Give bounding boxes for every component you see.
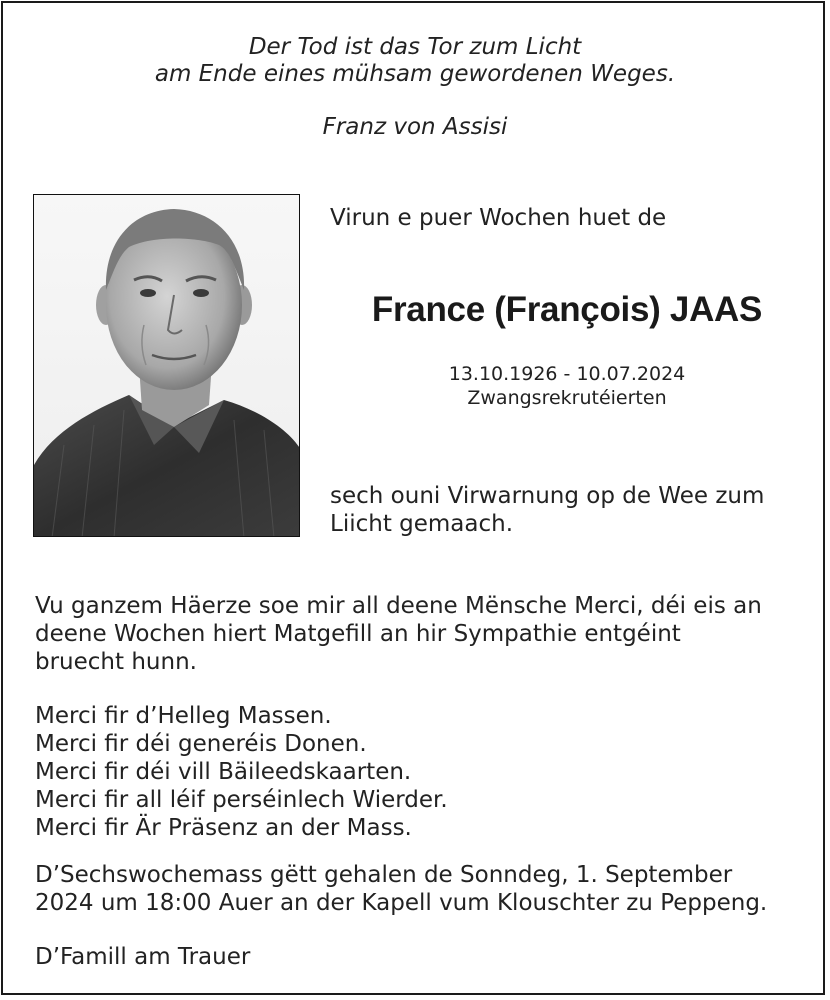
thanks-item: Merci fir all léif perséinlech Wierder.	[35, 787, 448, 813]
deceased-name: France (François) JAAS	[371, 290, 763, 329]
deceased-note: Zwangsrekrutéierten	[467, 387, 667, 409]
mass-info-line: D’Sechswochemass gëtt gehalen de Sonndeg, 1. September	[35, 862, 733, 888]
signature: D’Famill am Trauer	[35, 944, 251, 970]
quote-author: Franz von Assisi	[322, 114, 508, 140]
intro-text: Virun e puer Wochen huet de	[330, 205, 667, 231]
thanks-intro-line: Vu ganzem Häerze soe mir all deene Mënsche Merci, déi eis an	[35, 593, 762, 619]
outro-text	[330, 482, 764, 538]
thanks-list	[35, 702, 448, 842]
outro-line: sech ouni Virwarnung op de Wee zum	[330, 483, 765, 509]
outro-line: Liicht gemaach.	[330, 511, 514, 537]
thanks-intro	[35, 592, 762, 676]
thanks-item: Merci fir Är Präsenz an der Mass.	[35, 815, 412, 841]
life-dates: 13.10.1926 - 10.07.2024	[448, 363, 686, 385]
quote-line: Der Tod ist das Tor zum Licht	[248, 34, 582, 60]
quote-line: am Ende eines mühsam gewordenen Weges.	[154, 61, 676, 87]
thanks-item: Merci fir déi vill Bäileedskaarten.	[35, 759, 412, 785]
thanks-intro-line: deene Wochen hiert Matgefill an hir Sympathie entgéint	[35, 621, 681, 647]
mass-info	[35, 861, 767, 917]
portrait-photo	[33, 194, 300, 537]
thanks-intro-line: bruecht hunn.	[35, 649, 197, 675]
thanks-item: Merci fir déi generéis Donen.	[35, 731, 367, 757]
life-dates-block	[332, 362, 802, 410]
thanks-item: Merci fir d’Helleg Massen.	[35, 703, 332, 729]
quote	[0, 34, 830, 88]
mass-info-line: 2024 um 18:00 Auer an der Kapell vum Klouschter zu Peppeng.	[35, 890, 768, 916]
